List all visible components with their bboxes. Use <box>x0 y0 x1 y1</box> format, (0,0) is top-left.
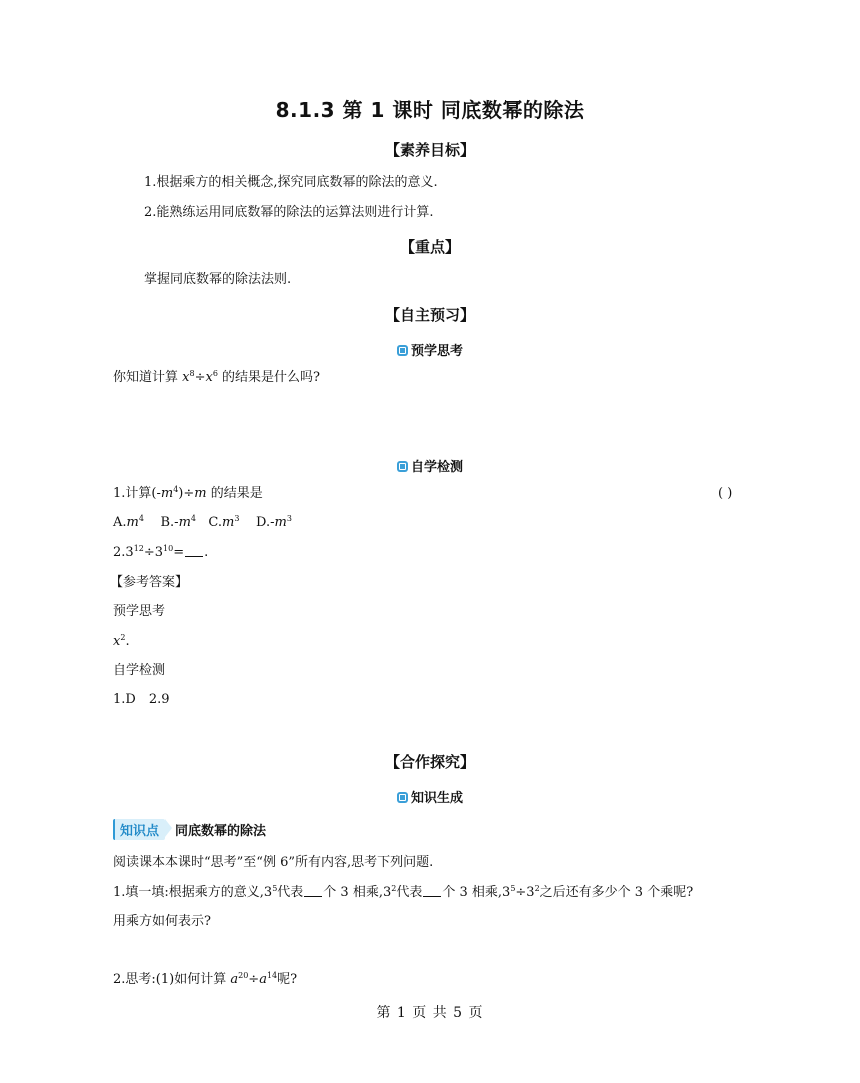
answer-preview-value: $x^2$. <box>113 633 130 649</box>
self-check-question-2: $2.3^{12}\div 3^{10}=$ . <box>113 544 209 560</box>
option-b: $B.-m^4$ <box>160 514 196 530</box>
task-1-line-2: 用乘方如何表示? <box>113 914 211 929</box>
knowledge-point-header <box>113 819 266 840</box>
section-answers-heading: 【参考答案】 <box>110 575 189 590</box>
preview-question: 你知道计算 $x^8\div x^6$ 的结果是什么吗? <box>113 369 321 385</box>
subsection-preview-think: 预学思考 <box>0 340 860 359</box>
goal-item-1: 1.根据乘方的相关概念,探究同底数幂的除法的意义. <box>144 175 438 190</box>
section-goals-heading: 【素养目标】 <box>384 141 475 159</box>
key-point-text: 掌握同底数幂的除法法则. <box>144 272 292 287</box>
fill-blank <box>423 885 441 897</box>
subsection-knowledge: 知识生成 <box>0 787 860 806</box>
fill-blank <box>304 885 322 897</box>
lightbulb-icon <box>397 792 408 803</box>
notebook-icon <box>397 345 408 356</box>
section-key-heading: 【重点】 <box>399 238 460 256</box>
option-d: $D.-m^3$ <box>255 514 292 530</box>
page-title: 8.1.3 第 1 课时 同底数幂的除法 <box>275 98 585 122</box>
reading-task: 阅读课本本课时“思考”至“例 6”所有内容,思考下列问题. <box>113 855 434 870</box>
option-c: $C.m^3$ <box>208 514 240 530</box>
goal-item-2: 2.能熟练运用同底数幂的除法的运算法则进行计算. <box>144 205 434 220</box>
section-preview-heading: 【自主预习】 <box>384 306 475 324</box>
subsection-self-check: 自学检测 <box>0 456 860 475</box>
fill-blank <box>185 545 203 557</box>
option-a: $A.m^4$ <box>113 514 144 530</box>
answer-check-label: 自学检测 <box>113 663 166 678</box>
self-check-options <box>113 515 292 531</box>
answer-bracket: ( ) <box>718 486 733 501</box>
self-check-question-1: 1.计算$(-m^4)\div m$ 的结果是 <box>113 485 263 501</box>
task-1-line-1: 1.填一填:根据乘方的意义$,3^5$代表 个 3 相乘$,3^2$代表 个 3 相乘$,3^5\div 3^2$之后还有多少个 3 个乘呢? <box>113 884 694 900</box>
knowledge-point-title: 同底数幂的除法 <box>175 824 267 839</box>
checklist-icon <box>397 461 408 472</box>
answer-check-value: 1.D 2.9 <box>113 692 170 707</box>
page-footer: 第 1 页 共 5 页 <box>376 1005 484 1021</box>
task-2: 2.思考:(1)如何计算 $a^{20}\div a^{14}$呢? <box>113 971 298 987</box>
knowledge-point-badge: 知识点 <box>113 819 165 840</box>
section-explore-heading: 【合作探究】 <box>384 753 475 771</box>
answer-preview-label: 预学思考 <box>113 604 166 619</box>
